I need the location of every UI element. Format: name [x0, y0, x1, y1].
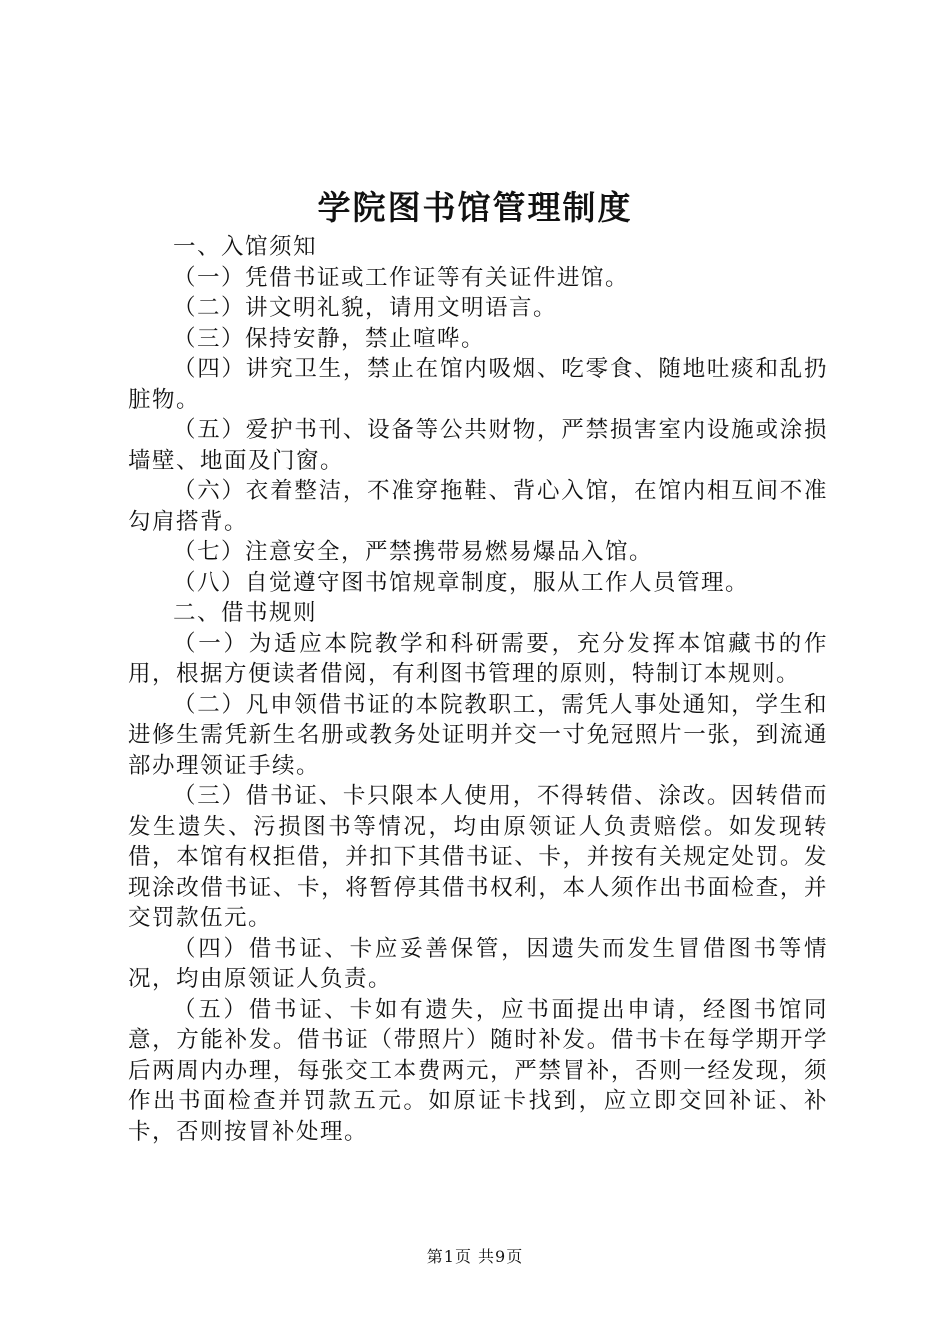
section-1-item-6: （六）衣着整洁，不准穿拖鞋、背心入馆，在馆内相互间不准勾肩搭背。 — [128, 478, 828, 535]
section-2-item-5: （五）借书证、卡如有遗失，应书面提出申请，经图书馆同意，方能补发。借书证（带照片）随时补发。借书卡在每学期开学后两周内办理，每张交工本费两元，严禁冒补，否则一经发现，须作出书面检查并罚款五元。如原证卡找到，应立即交回补证、补卡，否则按冒补处理。 — [128, 996, 828, 1145]
document-title: 学院图书馆管理制度 — [317, 188, 633, 227]
section-1-item-1: （一）凭借书证或工作证等有关证件进馆。 — [173, 264, 630, 291]
section-1-item-4: （四）讲究卫生，禁止在馆内吸烟、吃零食、随地吐痰和乱扔脏物。 — [128, 356, 828, 413]
section-1-item-3: （三）保持安静，禁止喧哗。 — [173, 325, 486, 352]
document-body — [128, 232, 828, 1147]
section-heading-1: 一、入馆须知 — [173, 234, 318, 260]
page-number-footer: 第1页 共9页 — [426, 1247, 524, 1266]
section-2-item-3: （三）借书证、卡只限本人使用，不得转借、涂改。因转借而发生遗失、污损图书等情况，均由原领证人负责赔偿。如发现转借，本馆有权拒借，并扣下其借书证、卡，并按有关规定处罚。发现涂改借书证、卡，将暂停其借书权利，本人须作出书面检查，并交罚款伍元。 — [128, 783, 828, 931]
section-2-item-2: （二）凡申领借书证的本院教职工，需凭人事处通知，学生和进修生需凭新生名册或教务处证明并交一寸免冠照片一张，到流通部办理领证手续。 — [128, 691, 828, 779]
section-heading-2: 二、借书规则 — [173, 600, 318, 626]
section-1-item-5: （五）爱护书刊、设备等公共财物，严禁损害室内设施或涂损墙壁、地面及门窗。 — [128, 417, 828, 474]
section-2-item-4: （四）借书证、卡应妥善保管，因遗失而发生冒借图书等情况，均由原领证人负责。 — [128, 935, 828, 992]
section-2-item-1: （一）为适应本院教学和科研需要，充分发挥本馆藏书的作用，根据方便读者借阅，有利图书管理的原则，特制订本规则。 — [128, 630, 828, 687]
section-1-item-8: （八）自觉遵守图书馆规章制度，服从工作人员管理。 — [173, 569, 750, 596]
section-1-item-7: （七）注意安全，严禁携带易燃易爆品入馆。 — [173, 539, 654, 565]
section-1-item-2: （二）讲文明礼貌，请用文明语言。 — [173, 295, 558, 321]
